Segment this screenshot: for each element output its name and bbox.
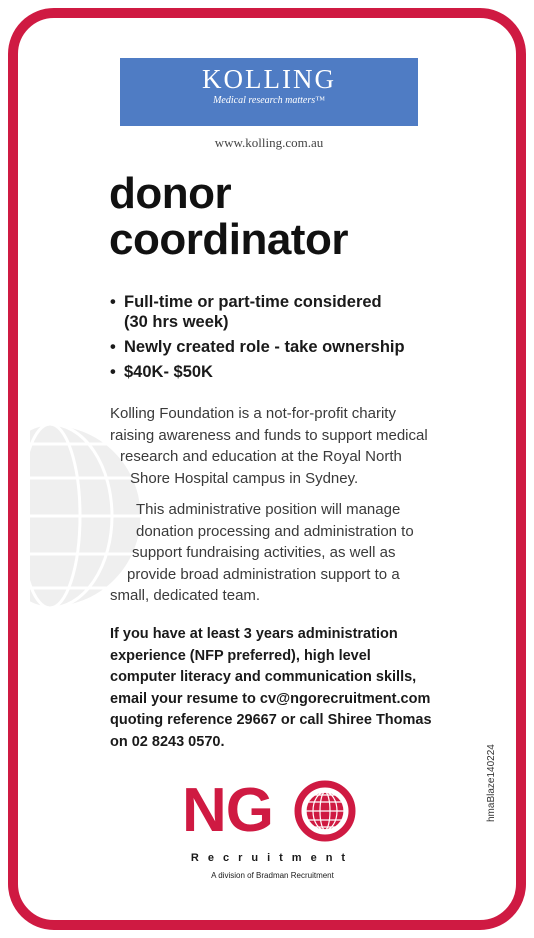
text-line: Shore Hospital campus in Sydney. [130,469,359,487]
text-line: research and education at the Royal North [120,448,402,465]
bullet-text: Full-time or part-time considered [124,293,382,311]
text-line: computer literacy and communication skills, [110,669,417,685]
text-line: experience (NFP preferred), high level [110,647,371,664]
list-item [110,362,490,382]
list-item [110,292,490,332]
kolling-logo-name: KOLLING [202,64,336,94]
text-line: donation processing and administration to [136,522,414,540]
text-line: support fundraising activities, as well as [132,544,396,561]
job-highlights-list [110,292,490,387]
kolling-url[interactable]: www.kolling.com.au [214,135,324,150]
globe-icon [294,780,356,842]
bullet-icon: • [110,338,116,356]
organisation-description [110,403,428,489]
ad-reference-code: hmaBlaze140224 [486,744,497,822]
text-line: raising awareness and funds to support medical [110,426,428,444]
job-title-line2: coordinator [109,215,348,264]
bullet-icon: • [110,363,116,381]
role-description [110,499,414,607]
kolling-logo-tagline: Medical research matters™ [213,95,325,106]
text-line: If you have at least 3 years administration [110,626,398,642]
job-title [109,169,489,264]
job-title-line1: donor [109,169,232,218]
ngo-logo [182,776,362,850]
text-line: This administrative position will manage [136,501,401,518]
text-line: quoting reference 29667 or call Shiree Thomas [110,712,432,728]
list-item [110,337,490,357]
kolling-logo [120,58,418,126]
text-line: small, dedicated team. [110,587,261,604]
division-text: A division of Bradman Recruitment [211,871,334,880]
ngo-logo-letters: NG [182,776,273,845]
text-line: provide broad administration support to a [127,565,400,583]
bullet-text-continued: (30 hrs week) [124,313,229,331]
ngo-logo-word: Recruitment [190,852,355,864]
bullet-text: $40K- $50K [124,363,213,381]
email-line[interactable]: email your resume to cv@ngorecruitment.com [110,690,431,707]
phone-line[interactable]: on 02 8243 0570. [110,733,225,750]
bullet-text: Newly created role - take ownership [124,338,405,356]
application-instructions [110,624,500,753]
text-line: Kolling Foundation is a not-for-profit charity [110,405,396,422]
bullet-icon: • [110,293,116,311]
